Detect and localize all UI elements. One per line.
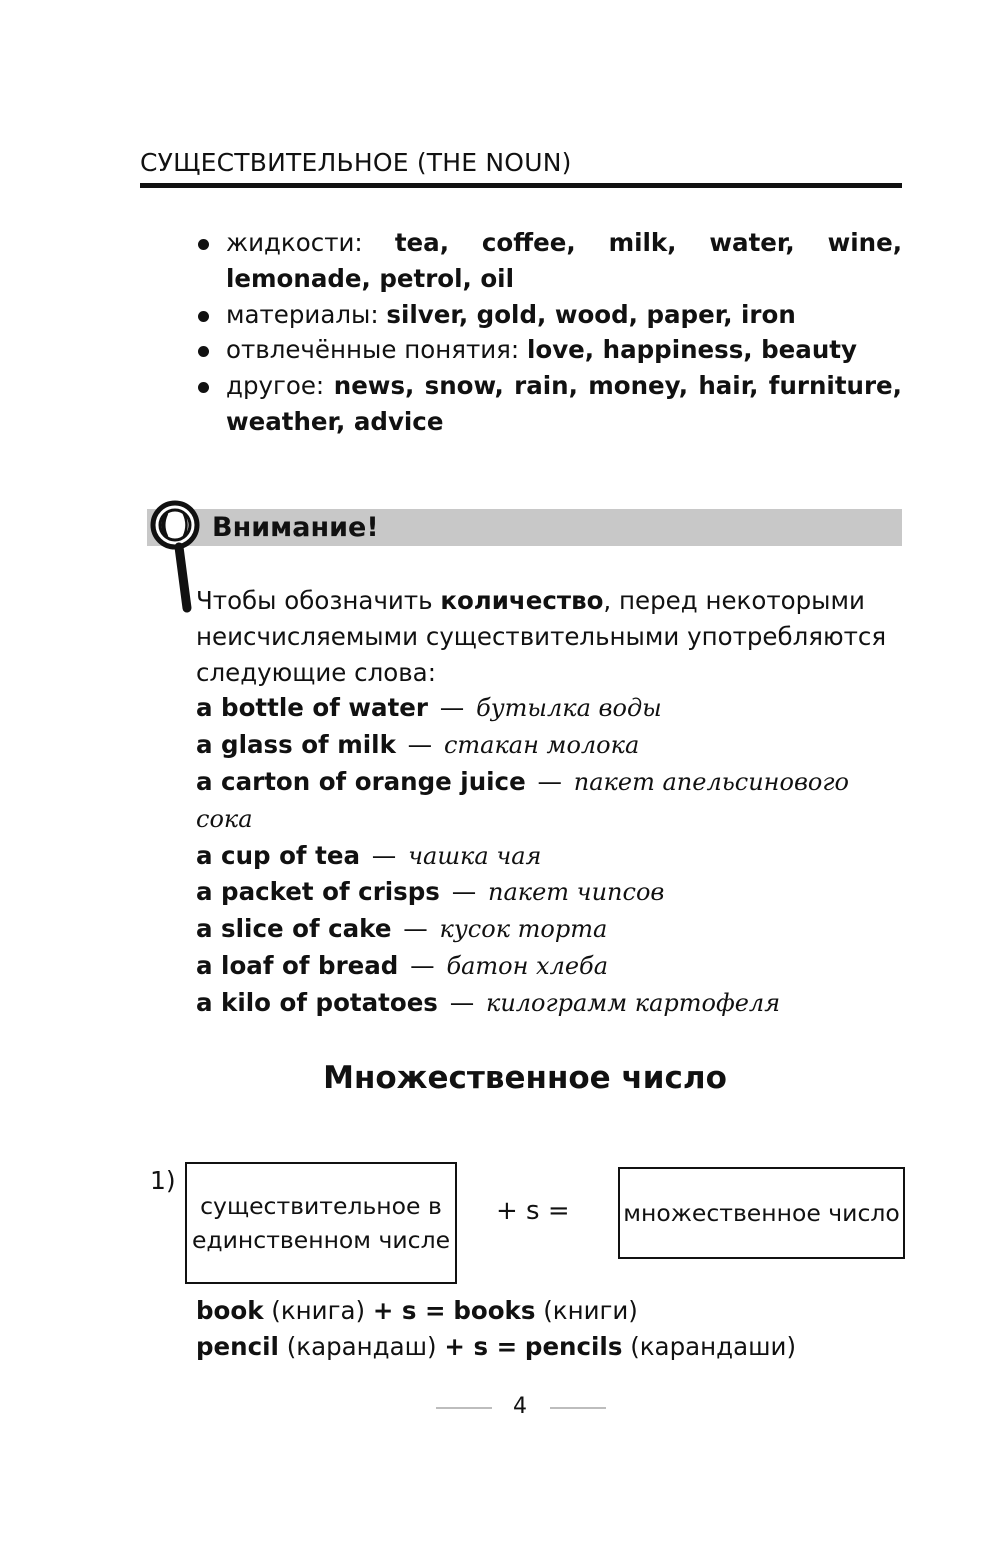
phrase-dash: — [403, 914, 428, 944]
phrase-ru: пакет чипсов [487, 878, 665, 907]
section-title: Множественное число [323, 1060, 727, 1096]
list-item-category: жидкости: [226, 228, 363, 257]
list-item-words: love, happiness, beauty [526, 335, 857, 365]
phrase-en: a glass of milk [196, 730, 396, 760]
phrase-row [196, 727, 902, 764]
phrase-ru: чашка чая [408, 841, 542, 870]
folio-rule-left [436, 1407, 492, 1409]
list-item-category: другое: [226, 371, 325, 401]
running-head: СУЩЕСТВИТЕЛЬНОЕ (THE NOUN) [140, 148, 572, 177]
list-item-words: tea, coffee, milk, water, wine, lemonade, petrol, oil [226, 228, 902, 293]
intro-text-end: , перед некоторыми неисчисляемыми существительными употребляются следующие слова: [196, 586, 887, 687]
phrase-en: a bottle of water [196, 693, 428, 723]
phrase-row [196, 764, 902, 838]
phrase-row [196, 948, 902, 985]
phrase-ru: стакан молока [443, 731, 640, 760]
phrase-row [196, 874, 902, 911]
rule-number: 1) [150, 1166, 176, 1195]
folio-rule-right [550, 1407, 606, 1409]
list-item [196, 225, 902, 297]
phrase-en: a cup of tea [196, 840, 360, 870]
plural-box [618, 1167, 905, 1259]
list-item [196, 297, 902, 333]
intro-keyword: количество [440, 586, 604, 615]
example-plural: pencils [524, 1332, 623, 1361]
example-plural-gloss: (карандаши) [630, 1332, 797, 1361]
example-plural: books [453, 1296, 536, 1325]
phrase-ru: батон хлеба [446, 951, 609, 980]
intro-text: Чтобы обозначить [196, 586, 441, 615]
singular-noun-box [185, 1162, 457, 1284]
phrase-en: a carton of orange juice [196, 766, 526, 796]
list-item-category: отвлечённые понятия: [226, 335, 520, 365]
phrase-dash: — [410, 950, 435, 980]
phrase-dash: — [451, 877, 477, 907]
example-plural-gloss: (книги) [543, 1296, 638, 1325]
list-item-category: материалы: [226, 299, 379, 329]
example-operator: + s = [444, 1332, 518, 1361]
example-row [196, 1329, 902, 1365]
phrase-dash: — [449, 987, 475, 1017]
phrase-ru: кусок торта [439, 915, 608, 944]
phrase-dash: — [371, 840, 397, 870]
example-word: book [196, 1296, 264, 1325]
phrase-dash: — [537, 766, 562, 796]
page-number: 4 [513, 1394, 527, 1419]
phrase-en: a packet of crisps [196, 877, 440, 907]
plus-s-operator: + s = [496, 1196, 570, 1226]
attention-note [196, 583, 902, 1022]
phrase-ru: пакет апельсинового сока [196, 767, 849, 833]
phrase-row [196, 690, 902, 727]
phrase-ru: бутылка воды [476, 694, 662, 723]
phrase-en: a slice of cake [196, 914, 392, 944]
attention-intro [196, 583, 902, 690]
example-gloss: (книга) [271, 1296, 366, 1325]
example-operator: + s = [372, 1296, 446, 1325]
plural-label: множественное число [623, 1199, 900, 1227]
list-item-words: news, snow, rain, money, hair, furniture, weather, advice [226, 371, 902, 436]
plural-examples [196, 1293, 902, 1365]
attention-title: Внимание! [212, 512, 379, 543]
list-item-words: silver, gold, wood, paper, iron [386, 299, 796, 329]
phrase-dash: — [407, 730, 433, 760]
phrase-en: a kilo of potatoes [196, 987, 438, 1017]
phrase-ru: килограмм картофеля [485, 988, 781, 1017]
example-word: pencil [196, 1332, 279, 1361]
uncountable-noun-list [196, 225, 902, 440]
list-item [196, 368, 902, 440]
phrase-row [196, 985, 902, 1022]
singular-noun-label: существительное в единственном числе [191, 1192, 451, 1254]
phrase-en: a loaf of bread [196, 950, 399, 980]
example-gloss: (карандаш) [286, 1332, 437, 1361]
header-rule [140, 183, 902, 188]
phrase-row [196, 838, 902, 875]
phrase-row [196, 911, 902, 948]
list-item [196, 332, 902, 368]
phrase-dash: — [439, 693, 465, 723]
example-row [196, 1293, 902, 1329]
